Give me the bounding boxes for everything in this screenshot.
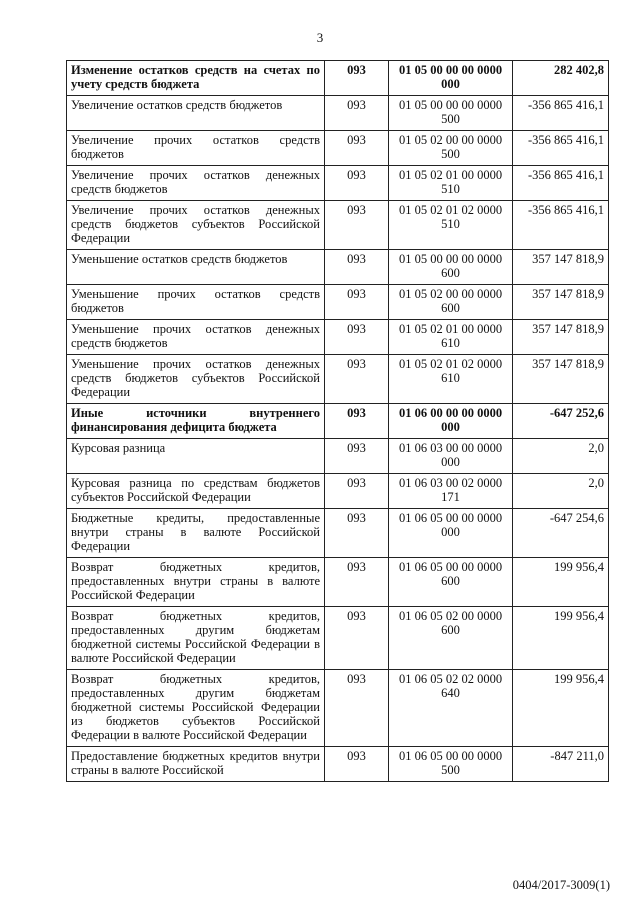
amount-cell: 282 402,8 xyxy=(513,61,609,96)
amount-cell: 2,0 xyxy=(513,439,609,474)
row-name-cell: Уменьшение остатков средств бюджетов xyxy=(67,250,325,285)
row-name-cell: Увеличение прочих остатков денежных средств бюджетов xyxy=(67,166,325,201)
amount-cell: 2,0 xyxy=(513,474,609,509)
row-name-cell: Бюджетные кредиты, предоставленные внутри страны в валюте Российской Федерации xyxy=(67,509,325,558)
budget-classification-code-cell: 01 05 00 00 00 0000 000 xyxy=(389,61,513,96)
admin-code-cell: 093 xyxy=(325,61,389,96)
budget-classification-code-cell: 01 05 00 00 00 0000 500 xyxy=(389,96,513,131)
row-name-cell: Увеличение прочих остатков средств бюджетов xyxy=(67,131,325,166)
page-number: 3 xyxy=(316,30,324,45)
table-row xyxy=(67,355,609,404)
budget-classification-code-cell: 01 05 02 01 02 0000 510 xyxy=(389,201,513,250)
admin-code-cell: 093 xyxy=(325,96,389,131)
table-row xyxy=(67,670,609,747)
admin-code-cell: 093 xyxy=(325,404,389,439)
row-name-cell: Предоставление бюджетных кредитов внутри страны в валюте Российской xyxy=(67,747,325,782)
row-name-cell: Уменьшение прочих остатков средств бюджетов xyxy=(67,285,325,320)
table-row xyxy=(67,166,609,201)
table-row xyxy=(67,320,609,355)
budget-classification-code-cell: 01 06 05 02 00 0000 600 xyxy=(389,607,513,670)
row-name-cell: Иные источники внутреннего финансирования дефицита бюджета xyxy=(67,404,325,439)
budget-classification-code-cell: 01 06 03 00 02 0000 171 xyxy=(389,474,513,509)
admin-code-cell: 093 xyxy=(325,747,389,782)
budget-classification-code-cell: 01 06 05 00 00 0000 500 xyxy=(389,747,513,782)
budget-sources-table xyxy=(66,60,609,782)
admin-code-cell: 093 xyxy=(325,320,389,355)
budget-classification-code-cell: 01 05 02 00 00 0000 600 xyxy=(389,285,513,320)
table-row xyxy=(67,61,609,96)
admin-code-cell: 093 xyxy=(325,509,389,558)
table-row xyxy=(67,607,609,670)
budget-classification-code-cell: 01 06 05 00 00 0000 000 xyxy=(389,509,513,558)
row-name-cell: Возврат бюджетных кредитов, предоставленных другим бюджетам бюджетной системы Российской Федерации из бюджетов субъектов Российской Федерации в валюте Российской Федерации xyxy=(67,670,325,747)
budget-classification-code-cell: 01 06 05 00 00 0000 600 xyxy=(389,558,513,607)
admin-code-cell: 093 xyxy=(325,670,389,747)
amount-cell: -356 865 416,1 xyxy=(513,96,609,131)
budget-classification-code-cell: 01 05 02 00 00 0000 500 xyxy=(389,131,513,166)
admin-code-cell: 093 xyxy=(325,355,389,404)
amount-cell: 357 147 818,9 xyxy=(513,285,609,320)
table-row xyxy=(67,131,609,166)
table-row xyxy=(67,439,609,474)
budget-classification-code-cell: 01 05 02 01 00 0000 510 xyxy=(389,166,513,201)
table-row xyxy=(67,250,609,285)
document-registration-code: 0404/2017-3009(1) xyxy=(512,878,610,892)
admin-code-cell: 093 xyxy=(325,166,389,201)
table-row xyxy=(67,404,609,439)
amount-cell: 357 147 818,9 xyxy=(513,250,609,285)
row-name-cell: Возврат бюджетных кредитов, предоставленных другим бюджетам бюджетной системы Российской Федерации в валюте Российской Федерации xyxy=(67,607,325,670)
amount-cell: -356 865 416,1 xyxy=(513,131,609,166)
amount-cell: -356 865 416,1 xyxy=(513,166,609,201)
budget-classification-code-cell: 01 06 03 00 00 0000 000 xyxy=(389,439,513,474)
row-name-cell: Изменение остатков средств на счетах по учету средств бюджета xyxy=(67,61,325,96)
admin-code-cell: 093 xyxy=(325,131,389,166)
amount-cell: -647 252,6 xyxy=(513,404,609,439)
amount-cell: 199 956,4 xyxy=(513,607,609,670)
admin-code-cell: 093 xyxy=(325,558,389,607)
admin-code-cell: 093 xyxy=(325,607,389,670)
table-row xyxy=(67,474,609,509)
amount-cell: 357 147 818,9 xyxy=(513,320,609,355)
table-row xyxy=(67,285,609,320)
admin-code-cell: 093 xyxy=(325,285,389,320)
budget-classification-code-cell: 01 05 02 01 02 0000 610 xyxy=(389,355,513,404)
admin-code-cell: 093 xyxy=(325,250,389,285)
admin-code-cell: 093 xyxy=(325,474,389,509)
row-name-cell: Уменьшение прочих остатков денежных средств бюджетов xyxy=(67,320,325,355)
table-row xyxy=(67,96,609,131)
amount-cell: -647 254,6 xyxy=(513,509,609,558)
table-row xyxy=(67,201,609,250)
amount-cell: 199 956,4 xyxy=(513,558,609,607)
table-row xyxy=(67,509,609,558)
table-body xyxy=(67,61,609,782)
amount-cell: 357 147 818,9 xyxy=(513,355,609,404)
budget-classification-code-cell: 01 06 05 02 02 0000 640 xyxy=(389,670,513,747)
budget-classification-code-cell: 01 05 02 01 00 0000 610 xyxy=(389,320,513,355)
amount-cell: 199 956,4 xyxy=(513,670,609,747)
row-name-cell: Курсовая разница xyxy=(67,439,325,474)
budget-classification-code-cell: 01 05 00 00 00 0000 600 xyxy=(389,250,513,285)
row-name-cell: Возврат бюджетных кредитов, предоставленных внутри страны в валюте Российской Федерации xyxy=(67,558,325,607)
table-row xyxy=(67,558,609,607)
amount-cell: -847 211,0 xyxy=(513,747,609,782)
budget-classification-code-cell: 01 06 00 00 00 0000 000 xyxy=(389,404,513,439)
row-name-cell: Увеличение прочих остатков денежных средств бюджетов субъектов Российской Федерации xyxy=(67,201,325,250)
admin-code-cell: 093 xyxy=(325,439,389,474)
row-name-cell: Уменьшение прочих остатков денежных средств бюджетов субъектов Российской Федерации xyxy=(67,355,325,404)
admin-code-cell: 093 xyxy=(325,201,389,250)
row-name-cell: Курсовая разница по средствам бюджетов субъектов Российской Федерации xyxy=(67,474,325,509)
table-row xyxy=(67,747,609,782)
row-name-cell: Увеличение остатков средств бюджетов xyxy=(67,96,325,131)
amount-cell: -356 865 416,1 xyxy=(513,201,609,250)
